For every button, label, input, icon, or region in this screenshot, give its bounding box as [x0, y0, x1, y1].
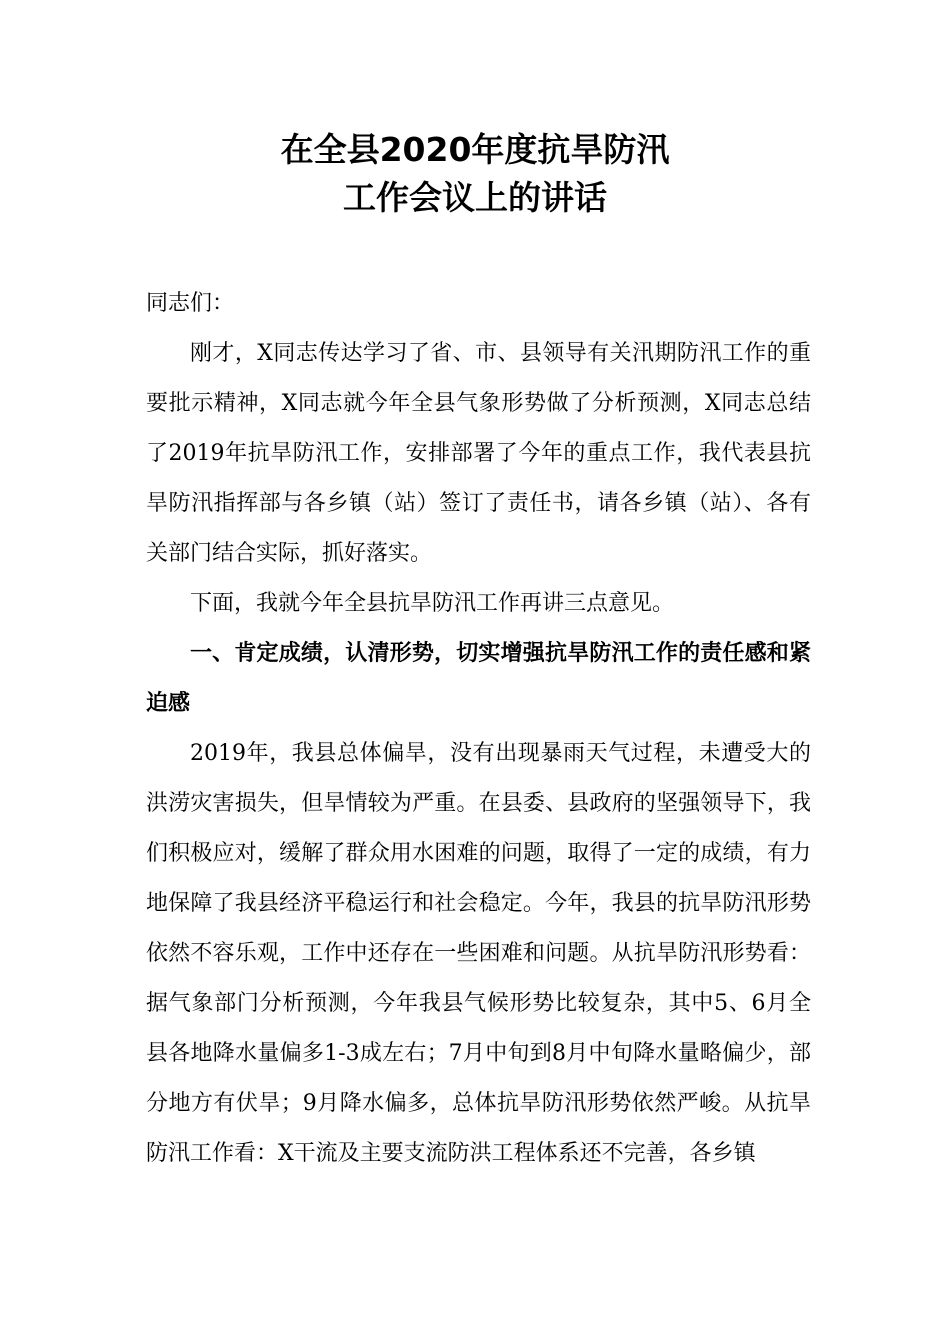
- greeting: 同志们：: [146, 291, 235, 316]
- paragraph-intro: 下面，我就今年全县抗旱防汛工作再讲三点意见。: [190, 591, 675, 616]
- paragraph-opening: 刚才，X同志传达学习了省、市、县领导有关汛期防汛工作的重要批示精神，X同志就今年全县气象形势做了分析预测，X同志总结了2019年抗旱防汛工作，安排部署了今年的重点工作，我代表县抗旱防汛指挥部与各乡镇（站）签订了责任书，请各乡镇（站）、各有关部门结合实际，抓好落实。: [146, 341, 811, 566]
- section-1-paragraph: 2019年，我县总体偏旱，没有出现暴雨天气过程，未遭受大的洪涝灾害损失，但旱情较为严重。在县委、县政府的坚强领导下，我们积极应对，缓解了群众用水困难的问题，取得了一定的成绩，有力地保障了我县经济平稳运行和社会稳定。今年，我县的抗旱防汛形势依然不容乐观，工作中还存在一些困难和问题。从抗旱防汛形势看：据气象部门分析预测，今年我县气候形势比较复杂，其中5、6月全县各地降水量偏多1-3成左右；7月中旬到8月中旬降水量略偏少，部分地方有伏旱；9月降水偏多，总体抗旱防汛形势依然严峻。从抗旱防汛工作看：X干流及主要支流防洪工程体系还不完善，各乡镇: [146, 741, 811, 1166]
- document-body: [146, 279, 811, 1179]
- document-title-line-1: 在全县2020年度抗旱防汛: [280, 130, 670, 169]
- document-title-line-2: 工作会议上的讲话: [343, 178, 607, 217]
- section-heading-1: 一、肯定成绩，认清形势，切实增强抗旱防汛工作的责任感和紧迫感: [146, 641, 811, 716]
